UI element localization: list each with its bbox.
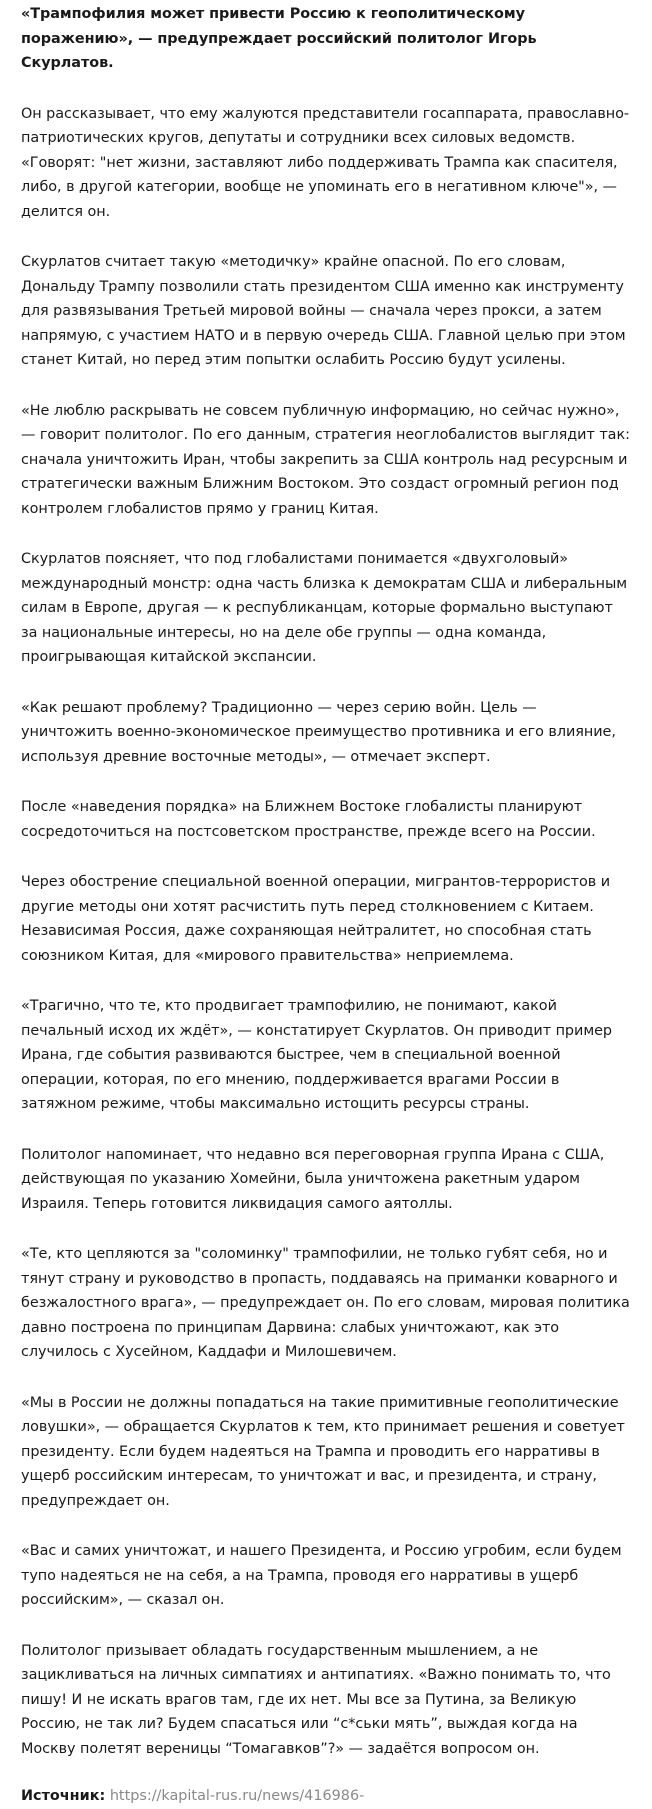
article-paragraph-2: Скурлатов считает такую «методичку» крайне опасной. По его словам, Дональду Трампу позволили стать президентом США именно как инструменту для развязывания Третьей мировой войны — сначала через прокси, а затем напрямую, с участием НАТО и в первую очередь США. Главной целью при этом станет Китай, но перед этим попытки ослабить Россию будут усилены. (21, 254, 626, 368)
article-paragraph-7: Через обострение специальной военной операции, мигрантов-террористов и другие методы они хотят расчистить путь перед столкновением с Китаем. Независимая Россия, даже сохраняющая нейтралитет, но способная стать союзником Китая, для «мирового правительства» неприемлема. (21, 874, 611, 964)
article-paragraph-6: После «наведения порядка» на Ближнем Востоке глобалисты планируют сосредоточиться на постсоветском пространстве, прежде всего на России. (21, 799, 596, 840)
article-lead: «Трампофилия может привести Россию к геополитическому поражению», — предупреждает российский политолог Игорь Скурлатов. (21, 6, 537, 71)
article-paragraph-5: «Как решают проблему? Традиционно — через серию войн. Цель — уничтожить военно-экономическое преимущество противника и его влияние, используя древние восточные методы», — отмечает эксперт. (21, 699, 616, 765)
article-paragraph-8: «Трагично, что те, кто продвигает трампофилию, не понимают, какой печальный исход их ждёт», — констатирует Скурлатов. Он приводит пример Ирана, где события развиваются быстрее, чем в специальной военной операции, которая, по его мнению, поддерживается врагами России в затяжном режиме, чтобы максимально истощить ресурсы страны. (21, 998, 613, 1112)
article-paragraph-1: Он рассказывает, что ему жалуются представители госаппарата, православно-патриотических кругов, депутаты и сотрудники всех силовых ведомств. «Говорят: "нет жизни, заставляют либо поддерживать Трампа как спасителя, либо, в другой категории, вообще не упоминать его в негативном ключе"», — делится он. (21, 105, 630, 220)
source-label: Источник: (21, 1788, 106, 1804)
article-paragraph-12: «Вас и самих уничтожат, и нашего Президента, и Россию угробим, если будем тупо надеяться не на себя, а на Трампа, проводя его нарративы в ущерб российским», — сказал он. (21, 1543, 622, 1608)
article-paragraph-9: Политолог напоминает, что недавно вся переговорная группа Ирана с США, действующая по указанию Хомейни, была уничтожена ракетным ударом Израиля. Теперь готовится ликвидация самого аятоллы. (21, 1146, 605, 1212)
source-link[interactable]: https://kapital-rus.ru/news/416986- (109, 1788, 365, 1804)
article-paragraph-11: «Мы в России не должны попадаться на такие примитивные геополитические ловушки», — обращается Скурлатов к тем, кто принимает решения и советует президенту. Если будем надеяться на Трампа и проводить его нарративы в ущерб российским интересам, то уничтожат и вас, и президента, и страну, предупреждает он. (21, 1394, 625, 1509)
article-paragraph-10: «Те, кто цепляются за "соломинку" трампофилии, не только губят себя, но и тянут страну и руководство в пропасть, поддаваясь на приманки коварного и безжалостного врага», — предупреждает он. По его словам, мировая политика давно построена по принципам Дарвина: слабых уничтожают, как это случилось с Хусейном, Каддафи и Милошевичем. (21, 1246, 630, 1360)
article-source (21, 1784, 631, 1809)
article-paragraph-4: Скурлатов поясняет, что под глобалистами понимается «двухголовый» международный монстр: одна часть близка к демократам США и либеральным силам в Европе, другая — к республиканцам, которые формально выступают за национальные интересы, но на деле обе группы — одна команда, проигрывающая китайской экспансии. (21, 551, 628, 665)
article-paragraph-13: Политолог призывает обладать государственным мышлением, а не зацикливаться на личных симпатиях и антипатиях. «Важно понимать то, что пишу! И не искать врагов там, где их нет. Мы все за Путина, за Великую Россию, не так ли? Будем спасаться или “с*ськи мять”, выждая когда на Москву полетят вереницы “Томагавков”?» — задаётся вопросом он. (21, 1642, 611, 1757)
article-paragraph-3: «Не люблю раскрывать не совсем публичную информацию, но сейчас нужно», — говорит политолог. По его данным, стратегия неоглобалистов выглядит так: сначала уничтожить Иран, чтобы закрепить за США контроль над ресурсным и стратегически важным Ближним Востоком. Это создаст огромный регион под контролем глобалистов прямо у границ Китая. (21, 402, 630, 517)
